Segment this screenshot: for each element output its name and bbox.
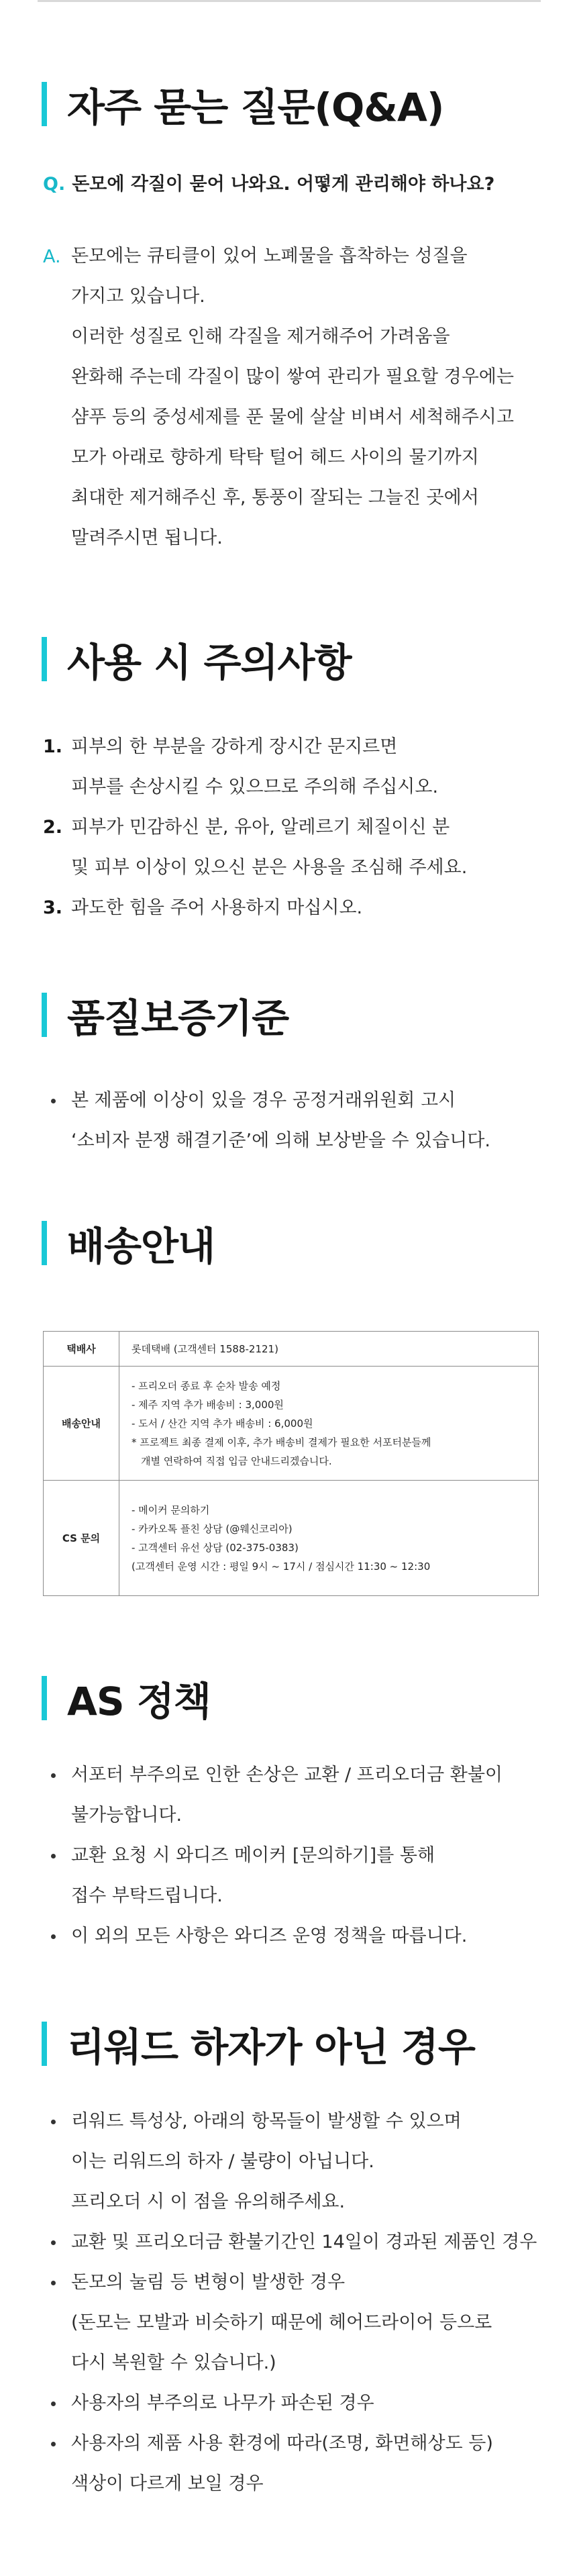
quality-title-text: 품질보증기준 <box>67 995 289 1041</box>
qa-title-text: 자주 묻는 질문(Q&A) <box>67 85 444 130</box>
answer-line: 이러한 성질로 인해 각질을 제거해주어 가려움을 <box>71 326 450 347</box>
title-accent-bar <box>42 2022 47 2066</box>
product-notice-page: 자주 묻는 질문(Q&A) Q. 돈모에 각질이 묻어 나와요. 어떻게 관리해야 하나요? A. 돈모에는 큐티클이 있어 노폐물을 흡착하는 성질을 가지고 있습니다. 이러한 성질로 인해 각질을 제거해주어 가려움을 완화해 주는데 각질이 많이 쌓여 관리가 필요할 경우에는 샴푸 등의 중성세제를 푼 물에 살살 비벼서 세척해주시고 모가 아래로 향하게 탁탁 털어 헤드 사이의 물기까지 최대한 제거해주신 후, 통풍이 잘되는 그늘진 곳에서 말려주시면 됩니다. 사용 시 주의사항 1. 피부의 한 부분을 강하게 장시간 문지르면 피부를 손상시킬 수 있으므로 주의해 주십시오. 2. 피부가 민감하신 분, 유아, 알레르기 체질이신 분 및 피부 이상이 있으신 분은 사용을 조심해 주세요. 3. 과도한 힘을 주어 사용하지 마십시오. 품질보증기준 본 제품에 이상이 있을 경우 공정거래위원회 고시 ‘소비자 분쟁 해결기준’에 의해 보상받을 수 있습니다. 배송안내 택배사 롯데택배 (고객센터 1588-2121) 배송안내 - 프리오더 종료 후 순차 발송 예정 - 제주 지역 추가 배송비 : 3,000원 - 도서 / 산간 지역 추가 배송비 : 6,000원 * 프로젝트 최종 결제 이후, 추가 배송비 결제가 필요한 서포터분들께 개별 연락하여 직접 입금 안내드리겠습니다. CS 문의 - 메이커 문의하기 - 카카오톡 플친 상담 (@웨신코리아) - 고객센터 유선 상담 (02-375-0383) (고객센터 운영 시간 : 평일 9시 ~ 17시 / 점심시간 11:30 ~ 12:30 AS 정책 서포터 부주의로 인한 손상은 교환 / 프리오더금 환불이 불가능합니다. 교환 요청 시 와디즈 메이커 [문의하기]를 통해 접수 부탁드립니다. 이 외의 모든 사항은 와디즈 운영 정책을 따릅니다. 리워드 하자가 아닌 경우 리워드 특성상, 아래의 항목들이 발생할 수 있으며 이는 리워드의 하자 / 불량이 아닙니다. 프리오더 시 이 점을 유의해주세요. 교환 및 프리오더금 환불기간인 14일이 경과된 제품인 경우 돈모의 눌림 등 변형이 발생한 경우 (돈모는 모발과 비슷하기 때문에 헤어드라이어 등으로 다시 복원할 수 있습니다.) 사용자의 부주의로 나무가 파손된 경우 사용자의 제품 사용 환경에 따라(조명, 화면해상도 등) 색상이 다르게 보일 경우 <box>0 0 577 2576</box>
table-row <box>44 1481 539 1596</box>
bullet-dot <box>51 2120 56 2124</box>
bullet-dot <box>51 2401 56 2406</box>
question-text: 돈모에 각질이 묻어 나와요. 어떻게 관리해야 하나요? <box>72 174 495 195</box>
answer-line: 모가 아래로 향하게 탁탁 털어 헤드 사이의 물기까지 <box>71 447 479 468</box>
table-key-cell: 배송안내 <box>44 1367 119 1481</box>
table-row <box>44 1332 539 1367</box>
answer-line: 완화해 주는데 각질이 많이 쌓여 관리가 필요할 경우에는 <box>71 366 514 387</box>
quality-section-title <box>42 988 288 1042</box>
title-accent-bar <box>42 82 47 126</box>
caution-section-title <box>42 632 352 686</box>
as-section-title <box>42 1671 211 1725</box>
answer-line: 최대한 제거해주신 후, 통풍이 잘되는 그늘진 곳에서 <box>71 487 479 508</box>
table-row <box>44 1367 539 1481</box>
answer-line: 돈모에는 큐티클이 있어 노폐물을 흡착하는 성질을 <box>71 246 468 266</box>
shipping-title-text: 배송안내 <box>67 1224 215 1269</box>
bullet-dot <box>51 2281 56 2285</box>
answer-mark: A. <box>43 246 61 267</box>
qa-question <box>43 169 494 195</box>
table-value-cell: - 프리오더 종료 후 순차 발송 예정 - 제주 지역 추가 배송비 : 3,000원 - 도서 / 산간 지역 추가 배송비 : 6,000원 * 프로젝트 최종 결제 이후, 추가 배송비 결제가 필요한 서포터분들께 개별 연락하여 직접 입금 안내드리겠습니다. <box>119 1367 539 1481</box>
table-key-cell: 택배사 <box>44 1332 119 1367</box>
bullet-dot <box>51 1854 56 1859</box>
bullet-dot <box>51 2442 56 2446</box>
table-value-cell: 롯데택배 (고객센터 1588-2121) <box>119 1332 539 1367</box>
top-divider <box>38 0 541 2</box>
as-title-text: AS 정책 <box>67 1679 211 1724</box>
not-defect-section-title <box>42 2017 475 2071</box>
caution-title-text: 사용 시 주의사항 <box>67 640 352 685</box>
shipping-section-title <box>42 1216 215 1270</box>
table-value-cell: - 메이커 문의하기 - 카카오톡 플친 상담 (@웨신코리아) - 고객센터 유선 상담 (02-375-0383) (고객센터 운영 시간 : 평일 9시 ~ 17시 / 점심시간 11:30 ~ 12:30 <box>119 1481 539 1596</box>
qa-section-title <box>42 77 443 131</box>
title-accent-bar <box>42 1221 47 1265</box>
bullet-dot <box>51 1773 56 1778</box>
answer-line: 가지고 있습니다. <box>71 286 205 307</box>
answer-line: 말려주시면 됩니다. <box>71 528 223 548</box>
shipping-info-table <box>43 1331 539 1596</box>
not-defect-title-text: 리워드 하자가 아닌 경우 <box>67 2024 475 2070</box>
bullet-dot <box>51 1099 56 1103</box>
question-mark: Q. <box>43 174 66 195</box>
title-accent-bar <box>42 1676 47 1720</box>
bullet-dot <box>51 2240 56 2245</box>
title-accent-bar <box>42 993 47 1037</box>
title-accent-bar <box>42 637 47 681</box>
answer-line: 샴푸 등의 중성세제를 푼 물에 살살 비벼서 세척해주시고 <box>71 407 514 428</box>
table-key-cell: CS 문의 <box>44 1481 119 1596</box>
bullet-dot <box>51 1934 56 1939</box>
